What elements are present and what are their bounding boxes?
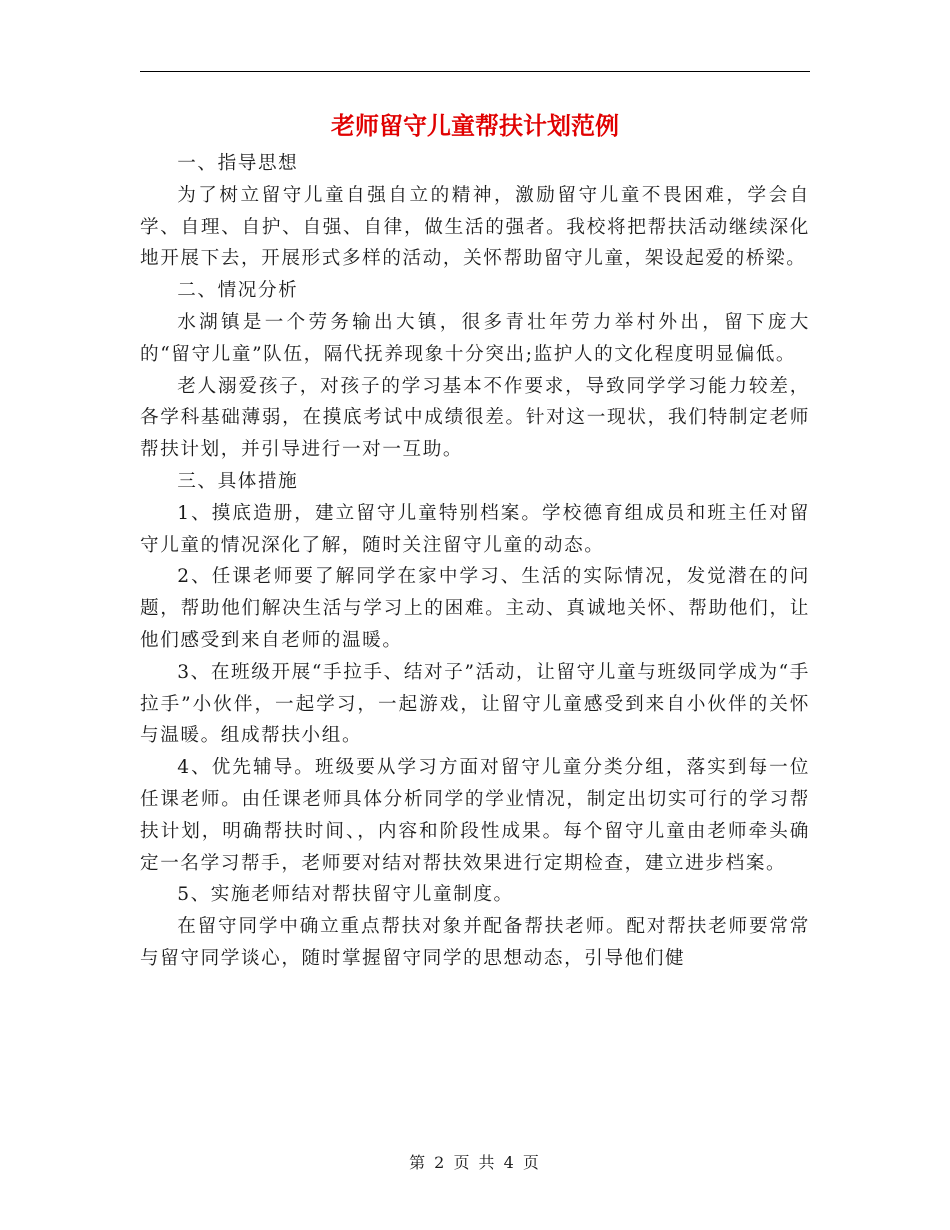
heading-specific-measures: 三、具体措施 <box>177 470 299 492</box>
measure-item: 3、在班级开展“手拉手、结对子”活动，让留守儿童与班级同学成为“手拉手”小伙伴，一起学习，一起游戏，让留守儿童感受到来自小伙伴的关怀与温暖。组成帮扶小组。 <box>140 661 810 747</box>
paragraph: 在留守同学中确立重点帮扶对象并配备帮扶老师。配对帮扶老师要常常与留守同学谈心，随时掌握留守同学的思想动态，引导他们健 <box>140 916 810 969</box>
heading-situation-analysis: 二、情况分析 <box>177 280 299 302</box>
document-title: 老师留守儿童帮扶计划范例 <box>331 111 619 140</box>
measure-item: 4、优先辅导。班级要从学习方面对留守儿童分类分组，落实到每一位任课老师。由任课老师具体分析同学的学业情况，制定出切实可行的学习帮扶计划，明确帮扶时间、，内容和阶段性成果。每个留守儿童由老师牵头确定一名学习帮手，老师要对结对帮扶效果进行定期检查，建立进步档案。 <box>140 757 810 874</box>
document-body <box>140 148 810 975</box>
measure-item: 2、任课老师要了解同学在家中学习、生活的实际情况，发觉潜在的问题，帮助他们解决生活与学习上的困难。主动、真诚地关怀、帮助他们，让他们感受到来自老师的温暖。 <box>140 566 810 651</box>
measure-item: 1、摸底造册，建立留守儿童特别档案。学校德育组成员和班主任对留守儿童的情况深化了解，随时关注留守儿童的动态。 <box>140 502 810 556</box>
paragraph: 为了树立留守儿童自强自立的精神，激励留守儿童不畏困难，学会自学、自理、自护、自强、自律，做生活的强者。我校将把帮扶活动继续深化地开展下去，开展形式多样的活动，关怀帮助留守儿童，架设起爱的桥梁。 <box>140 184 810 270</box>
heading-guiding-ideology: 一、指导思想 <box>177 153 299 174</box>
paragraph: 老人溺爱孩子，对孩子的学习基本不作要求，导致同学学习能力较差，各学科基础薄弱，在摸底考试中成绩很差。针对这一现状，我们特制定老师帮扶计划，并引导进行一对一互助。 <box>140 375 810 461</box>
measure-item: 5、实施老师结对帮扶留守儿童制度。 <box>177 884 514 906</box>
page-number-footer: 第 2 页 共 4 页 <box>409 1153 541 1172</box>
header-rule <box>140 71 810 72</box>
paragraph: 水湖镇是一个劳务输出大镇，很多青壮年劳力举村外出，留下庞大的“留守儿童”队伍，隔代抚养现象十分突出;监护人的文化程度明显偏低。 <box>140 311 810 365</box>
